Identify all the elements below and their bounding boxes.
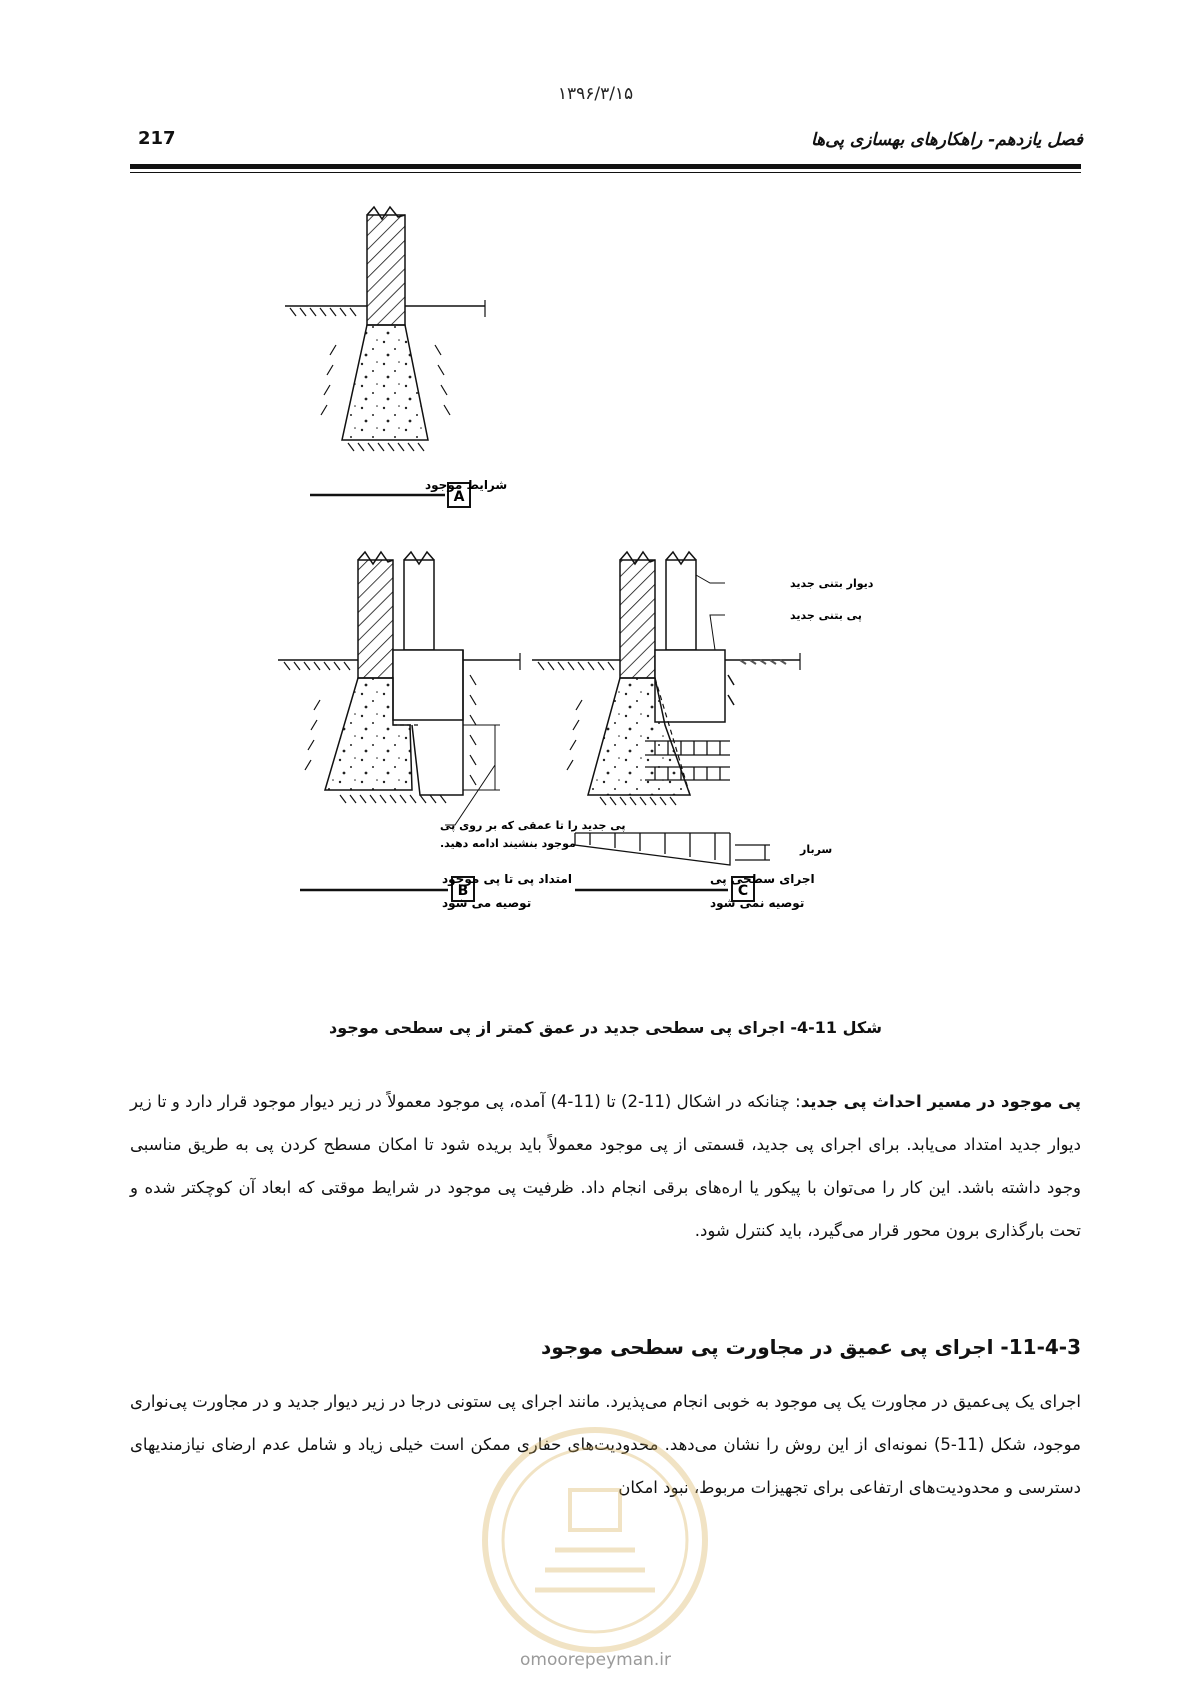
panel-c-footing-label: پی بتنی جدید <box>790 609 862 622</box>
print-date: ۱۳۹۶/۳/۱۵ <box>557 84 634 104</box>
header-rule-thin <box>130 172 1081 173</box>
footer-site: omoorepeyman.ir <box>519 1650 672 1670</box>
panel-a-letter: A <box>453 489 465 505</box>
panel-c-letter: C <box>737 883 749 899</box>
panel-b-letter: B <box>457 883 469 899</box>
panel-b-note-line1: پی جدید را تا عمقی که بر روی پی <box>440 819 626 832</box>
panel-b-drawing <box>278 552 626 911</box>
panel-c-wall-label: دیوار بتنی جدید <box>790 577 874 590</box>
panel-c-drawing <box>532 552 874 911</box>
paragraph-lead-term: پی موجود در مسیر احداث پی جدید <box>800 1092 1081 1111</box>
header-rule <box>130 164 1081 169</box>
chapter-title: فصل یازدهم- راهکارهای بهسازی پی‌ها <box>810 130 1083 150</box>
panel-a-drawing <box>285 207 507 507</box>
panel-b-label-line2: توصیه می شود <box>442 896 532 910</box>
panel-b-note-line2: موجود بنشیند ادامه دهید. <box>440 837 576 850</box>
figure-caption: شکل 11-4- اجرای پی سطحی جدید در عمق کمتر از پی سطحی موجود <box>329 1018 882 1037</box>
panel-c-label-line2: توصیه نمی شود <box>710 896 805 910</box>
panel-c-surcharge-label: سربار <box>800 843 833 856</box>
panel-a-label: شرایط موجود <box>425 478 508 492</box>
paragraph-existing-footing <box>130 1080 1081 1252</box>
foundation-figure <box>270 205 930 1000</box>
page-number: 217 <box>138 128 176 149</box>
section-heading: 11-4-3- اجرای پی عمیق در مجاورت پی سطحی موجود <box>541 1335 1081 1359</box>
panel-c-label-line1: اجرای سطحی پی <box>710 872 815 886</box>
paragraph-deep-footing: اجرای یک پی‌عمیق در مجاورت یک پی موجود به خوبی انجام می‌پذیرد. مانند اجرای پی ستونی درجا در زیر دیوار جدید و در مجاورت پی‌نواری موجود، شکل (11-5) نمونه‌ای از این روش را نشان می‌دهد. محدودیت‌های حفاری ممکن است خیلی زیاد و شامل عدم ارضای نیازمندیهای دسترسی و محدودیت‌های ارتفاعی برای تجهیزات مربوط، نبود امکان <box>130 1392 1081 1497</box>
panel-b-label-line1: امتداد پی تا پی موجود <box>442 872 572 886</box>
paragraph-text: : چنانکه در اشکال (11-2) تا (11-4) آمده، پی موجود معمولاً در زیر دیوار موجود قرار دارد و تا زیر دیوار جدید امتداد می‌یابد. برای اجرای پی جدید، قسمتی از پی موجود معمولاً باید بریده شود تا امکان مسطح کردن پی به طریق مناسبی وجود داشته باشد. این کار را می‌توان با پیکور یا اره‌های برقی انجام داد. ظرفیت پی موجود در شرایط موقتی که ابعاد آن کوچکتر شده و تحت بارگذاری برون محور قرار می‌گیرد، باید کنترل شود. <box>130 1092 1081 1240</box>
